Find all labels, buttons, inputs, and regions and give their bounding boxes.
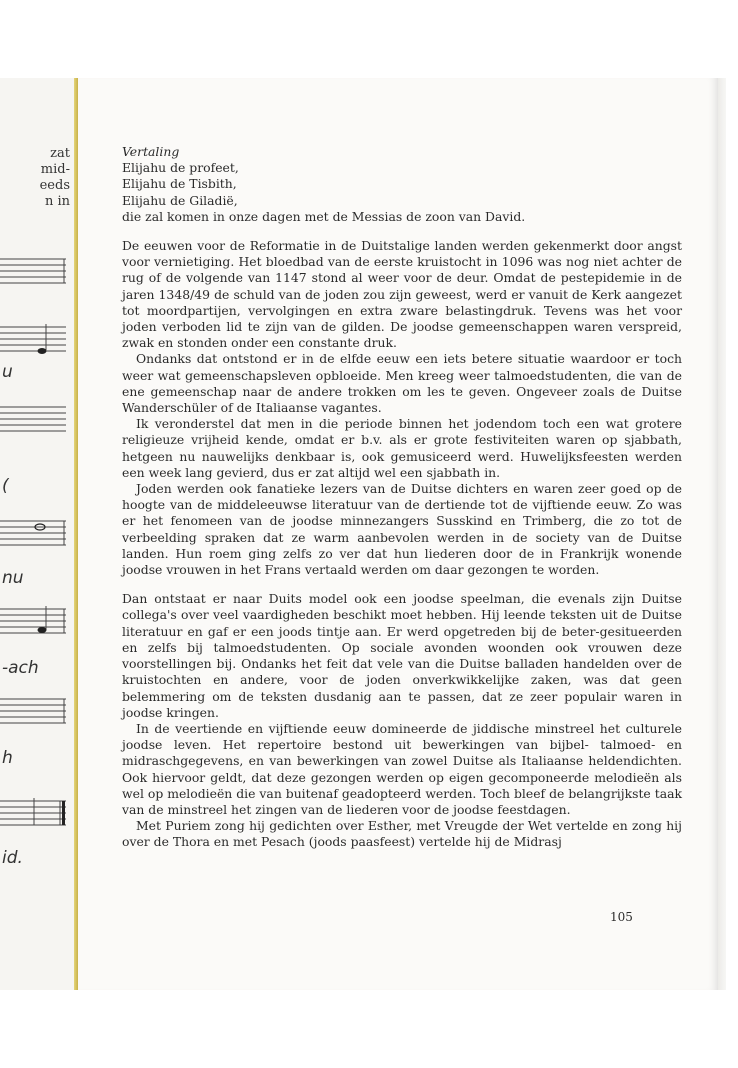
translation-line: die zal komen in onze dagen met de Messias de zoon van David.	[122, 208, 526, 224]
music-staff	[0, 404, 66, 434]
music-staff	[0, 696, 66, 726]
left-page-fragment: n in	[44, 194, 70, 209]
lyric-fragment: nu	[2, 568, 24, 588]
music-staff	[0, 256, 66, 286]
paragraph: Ondanks dat ontstond er in de elfde eeuw een iets betere situatie waardoor er toch weer wat gemeenschapsleven opbloeide. Men kreeg weer talmoedstudenten, die van de ene gemeenschap naar de andere trokken om les te geven. Ongeveer zoals de Duitse Wanderschüler of de Italiaanse vagantes.	[122, 351, 682, 416]
page-text	[122, 144, 682, 851]
music-staff	[0, 798, 66, 828]
translation-line: Elijahu de Giladië,	[122, 192, 238, 208]
translation-heading: Vertaling	[122, 144, 180, 159]
paragraph: Ik veronderstel dat men in die periode binnen het jodendom toch een wat grotere religieuze vrijheid kende, omdat er b.v. als er grote festiviteiten waren op sjabbath, hetgeen nu nauwelijks denkbaar is, ook gemusiceerd werd. Huwelijksfeesten werden een week lang gevierd, dus er zat altijd wel een sjabbath in.	[122, 416, 682, 480]
left-page-fragment: zat	[50, 146, 70, 161]
music-staff	[0, 606, 66, 636]
paragraph: Met Puriem zong hij gedichten over Esther, met Vreugde der Wet vertelde en zong hij over de Thora en met Pesach (joods paasfeest) vertelde hij de Midrasj	[122, 818, 682, 850]
lyric-fragment: (	[2, 476, 9, 496]
page-number: 105	[610, 910, 633, 924]
paragraph: Dan ontstaat er naar Duits model ook een joodse speelman, die evenals zijn Duitse collega's over veel vaardigheden beschikt moet hebben. Hij leende teksten uit de Duitse literatuur en gaf er een joods tintje aan. Er werd opgetreden bij de beter-gesitueerden en zelfs bij talmoedstudenten. Op sociale avonden woonden ook vrouwen deze voorstellingen bij. Ondanks het feit dat vele van die Duitse balladen handelden over de kruistochten en andere, voor de joden onverkwikkelijke zaken, was dat geen belemmering om de teksten dusdanig aan te passen, dat ze zeer populair waren in joodse kringen.	[122, 591, 682, 720]
music-staff	[0, 324, 66, 354]
lyric-fragment: -ach	[2, 658, 39, 678]
facing-left-page	[0, 78, 74, 990]
lyric-fragment: id.	[2, 848, 23, 868]
lyric-fragment: u	[2, 362, 13, 382]
left-page-fragment: eeds	[39, 178, 70, 193]
translation-line: Elijahu de profeet,	[122, 160, 239, 176]
translation-line: Elijahu de Tisbith,	[122, 176, 237, 192]
lyric-fragment: h	[2, 748, 13, 768]
music-staff	[0, 518, 66, 548]
paragraph: Joden werden ook fanatieke lezers van de Duitse dichters en waren zeer goed op de hoogte van de middeleeuwse literatuur van de dertiende tot de vijftiende eeuw. Zo was er het fenomeen van de joodse minnezangers Susskind en Trimberg, die zo tot de verbeelding spraken dat ze warm aanbevolen werden in de society van de Duitse landen. Hun roem ging zelfs zo ver dat hun liederen door de in Frankrijk wonende joodse vrouwen in het Frans vertaald werden om daar gezongen te worden.	[122, 481, 682, 578]
paragraph: De eeuwen voor de Reformatie in de Duitstalige landen werden gekenmerkt door angst voor vernietiging. Het bloedbad van de eerste kruistocht in 1096 was nog niet achter de rug of de volgende van 1147 stond al weer voor de deur. Omdat de pestepidemie in de jaren 1348/49 de schuld van de joden zou zijn geweest, werd er vanuit de Kerk aangezet tot moordpartijen, vervolgingen en extra zware belastingdruk. Tevens was het voor joden verboden lid te zijn van de gilden. De joodse gemeenschappen waren verspreid, zwak en stonden onder een constante druk.	[122, 238, 682, 351]
page-edge	[718, 78, 726, 990]
paragraph: In de veertiende en vijftiende eeuw domineerde de jiddische minstreel het culturele joodse leven. Het repertoire bestond uit bewerkingen van bijbel- talmoed- en midraschgegevens, en van bewerkingen van zowel Duitse als Italiaanse heldendichten. Ook hiervoor geldt, dat deze gezongen werden op eigen gecomponeerde melodieën als wel op melodieën die van buitenaf geadopteerd werden. Toch bleef de belangrijkste taak van de minstreel het zingen van de liederen voor de joodse feestdagen.	[122, 720, 682, 817]
left-page-fragment: mid-	[40, 162, 70, 177]
right-page	[78, 78, 718, 990]
